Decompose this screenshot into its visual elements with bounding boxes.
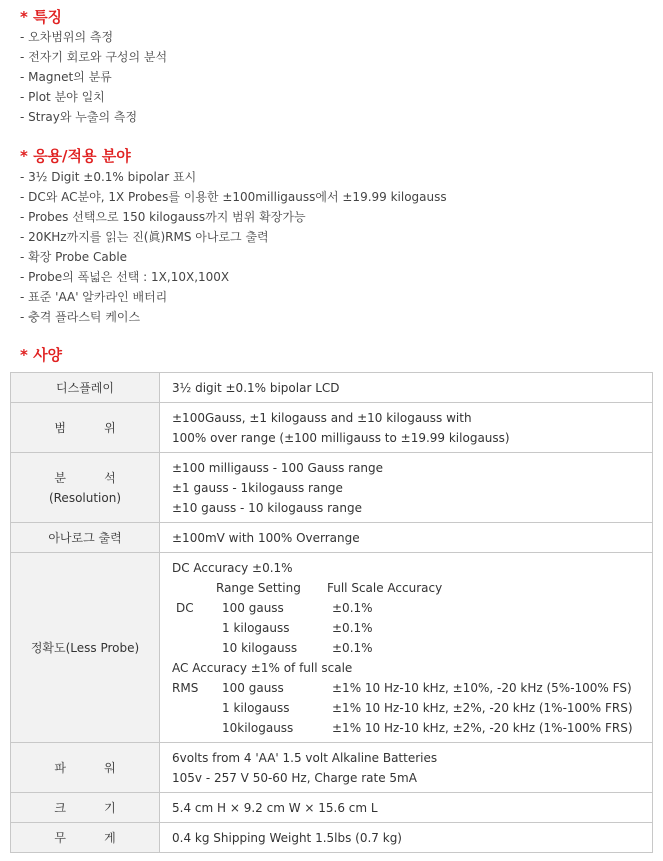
spec-label: 아나로그 출력 (11, 523, 160, 553)
spec-label-line: (Resolution) (48, 490, 122, 505)
spec-label-line: 분 석 (54, 470, 116, 485)
spec-line: ±100Gauss, ±1 kilogauss and ±10 kilogauss with (172, 410, 472, 425)
table-row (11, 743, 653, 793)
list-item: - 3½ Digit ±0.1% bipolar 표시 (20, 170, 197, 184)
spec-label: 정확도(Less Probe) (11, 553, 160, 743)
spec-label: 범 위 (11, 403, 160, 453)
ac-range: 1 kilogauss (222, 700, 290, 715)
col-range-header: Range Setting (216, 580, 301, 595)
specs-title: * 사양 (20, 346, 63, 364)
dc-range: 1 kilogauss (222, 620, 290, 635)
accuracy-grid (172, 558, 652, 738)
list-item: - 확장 Probe Cable (20, 250, 128, 264)
ac-header: AC Accuracy ±1% of full scale (172, 660, 353, 675)
spec-label (11, 453, 160, 523)
list-item: - 오차범위의 측정 (20, 30, 114, 44)
list-item: - 전자기 회로와 구성의 분석 (20, 50, 168, 64)
list-item: - 표준 'AA' 알카라인 배터리 (20, 290, 168, 304)
spec-line: ±10 gauss - 10 kilogauss range (172, 500, 363, 515)
ac-range: 10kilogauss (222, 720, 294, 735)
ac-acc: ±1% 10 Hz-10 kHz, ±2%, -20 kHz (1%-100% FRS) (332, 700, 633, 715)
accuracy-line (172, 598, 652, 618)
features-list (20, 27, 167, 127)
spec-value: 5.4 cm H × 9.2 cm W × 15.6 cm L (160, 793, 653, 823)
table-row (11, 523, 653, 553)
ac-acc: ±1% 10 Hz-10 kHz, ±2%, -20 kHz (1%-100% FRS) (332, 720, 633, 735)
spec-line: 100% over range (±100 milligauss to ±19.99 kilogauss) (172, 430, 510, 445)
accuracy-line (172, 558, 652, 578)
accuracy-line (172, 638, 652, 658)
dc-label: DC (176, 600, 194, 615)
accuracy-line (172, 698, 652, 718)
spec-table (10, 372, 653, 853)
list-item: - Plot 분야 일치 (20, 90, 105, 104)
spec-line: ±100 milligauss - 100 Gauss range (172, 460, 384, 475)
list-item: - Probe의 폭넓은 선택 : 1X,10X,100X (20, 270, 230, 284)
dc-acc: ±0.1% (332, 640, 373, 655)
spec-value: 3½ digit ±0.1% bipolar LCD (160, 373, 653, 403)
list-item: - DC와 AC분야, 1X Probes를 이용한 ±100milligauss에서 ±19.99 kilogauss (20, 190, 447, 204)
spec-label: 파 워 (11, 743, 160, 793)
table-row (11, 453, 653, 523)
spec-label: 디스플레이 (11, 373, 160, 403)
spec-label: 크 기 (11, 793, 160, 823)
spec-line: 6volts from 4 'AA' 1.5 volt Alkaline Batteries (172, 750, 438, 765)
ac-range: 100 gauss (222, 680, 284, 695)
dc-range: 10 kilogauss (222, 640, 298, 655)
spec-line: 105v - 257 V 50-60 Hz, Charge rate 5mA (172, 770, 417, 785)
applications-title: * 응용/적용 분야 (20, 147, 131, 165)
spec-value: ±100mV with 100% Overrange (160, 523, 653, 553)
dc-range: 100 gauss (222, 600, 284, 615)
spec-value (160, 403, 653, 453)
accuracy-line (172, 578, 652, 598)
table-row (11, 373, 653, 403)
ac-acc: ±1% 10 Hz-10 kHz, ±10%, -20 kHz (5%-100% FS) (332, 680, 632, 695)
accuracy-line (172, 618, 652, 638)
spec-value: 0.4 kg Shipping Weight 1.5lbs (0.7 kg) (160, 823, 653, 853)
table-row (11, 553, 653, 743)
features-title: * 특징 (20, 8, 63, 26)
list-item: - Probes 선택으로 150 kilogauss까지 범위 확장가능 (20, 210, 306, 224)
table-row (11, 403, 653, 453)
spec-value (160, 453, 653, 523)
dc-acc: ±0.1% (332, 620, 373, 635)
dc-acc: ±0.1% (332, 600, 373, 615)
table-row (11, 793, 653, 823)
applications-list (20, 167, 447, 327)
accuracy-line (172, 678, 652, 698)
spec-value (160, 743, 653, 793)
table-row (11, 823, 653, 853)
accuracy-line (172, 658, 652, 678)
spec-value (160, 553, 653, 743)
list-item: - 20KHz까지를 읽는 진(眞)RMS 아나로그 출력 (20, 230, 269, 244)
list-item: - 충격 플라스틱 케이스 (20, 310, 141, 324)
list-item: - Magnet의 분류 (20, 70, 112, 84)
dc-header: DC Accuracy ±0.1% (172, 560, 293, 575)
spec-label: 무 게 (11, 823, 160, 853)
spec-line: ±1 gauss - 1kilogauss range (172, 480, 343, 495)
col-fs-header: Full Scale Accuracy (327, 580, 443, 595)
accuracy-line (172, 718, 652, 738)
rms-label: RMS (172, 680, 199, 695)
list-item: - Stray와 누출의 측정 (20, 110, 138, 124)
